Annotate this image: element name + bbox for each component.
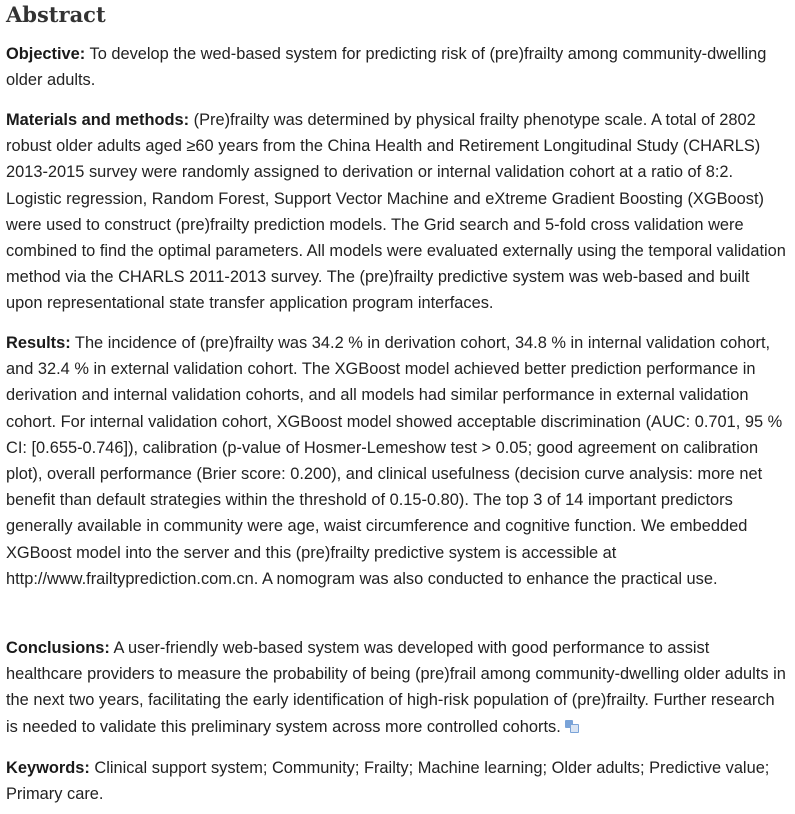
results-text: The incidence of (pre)frailty was 34.2 % in derivation cohort, 34.8 % in internal validation cohort, and 32.4 % in external validation cohort. The XGBoost model achieved better prediction performance in derivation and internal validation cohorts, and all models had similar performance in external validation cohort. For internal validation cohort, XGBoost model showed acceptable discrimination (AUC: 0.701, 95 % CI: [0.655-0.746]), calibration (p-value of Hosmer-Lemeshow test > 0.05; good agreement on calibration plot), overall performance (Brier score: 0.200), and clinical usefulness (decision curve analysis: more net benefit than default strategies within the threshold of 0.15-0.80). The top 3 of 14 important predictors generally available in community were age, waist circumference and cognitive function. We embedded XGBoost model into the server and this (pre)frailty predictive system is accessible at http://www.frailtyprediction.com.cn. A nomogram was also conducted to enhance the practical use. [6,334,783,588]
objective-label: Objective: [6,45,86,63]
methods-section [6,107,789,317]
translate-icon[interactable] [565,720,579,733]
conclusions-text: A user-friendly web-based system was developed with good performance to assist healthcare providers to measure the probability of being (pre)frail among community-dwelling older adults in the next two years, facilitating the early identification of high-risk population of (pre)frailty. Further research is needed to validate this preliminary system across more controlled cohorts. [6,639,786,736]
objective-section [6,41,789,93]
conclusions-label: Conclusions: [6,639,110,657]
results-section [6,330,789,592]
keywords-text: Clinical support system; Community; Frailty; Machine learning; Older adults; Predictive value; Primary care. [6,759,770,804]
keywords-section [6,755,789,807]
methods-text: (Pre)frailty was determined by physical frailty phenotype scale. A total of 2802 robust older adults aged ≥60 years from the China Health and Retirement Longitudinal Study (CHARLS) 2013-2015 survey were randomly assigned to derivation or internal validation cohort at a ratio of 8:2. Logistic regression, Random Forest, Support Vector Machine and eXtreme Gradient Boosting (XGBoost) were used to construct (pre)frailty prediction models. The Grid search and 5-fold cross validation were combined to find the optimal parameters. All models were evaluated externally using the temporal validation method via the CHARLS 2011-2013 survey. The (pre)frailty predictive system was web-based and built upon representational state transfer application program interfaces. [6,111,786,313]
abstract-heading: Abstract [6,2,106,27]
results-label: Results: [6,334,71,352]
methods-label: Materials and methods: [6,111,190,129]
keywords-label: Keywords: [6,759,90,777]
abstract-container [6,0,789,804]
conclusions-section [6,635,789,740]
objective-text: To develop the wed-based system for predicting risk of (pre)frailty among community-dwelling older adults. [6,45,767,90]
